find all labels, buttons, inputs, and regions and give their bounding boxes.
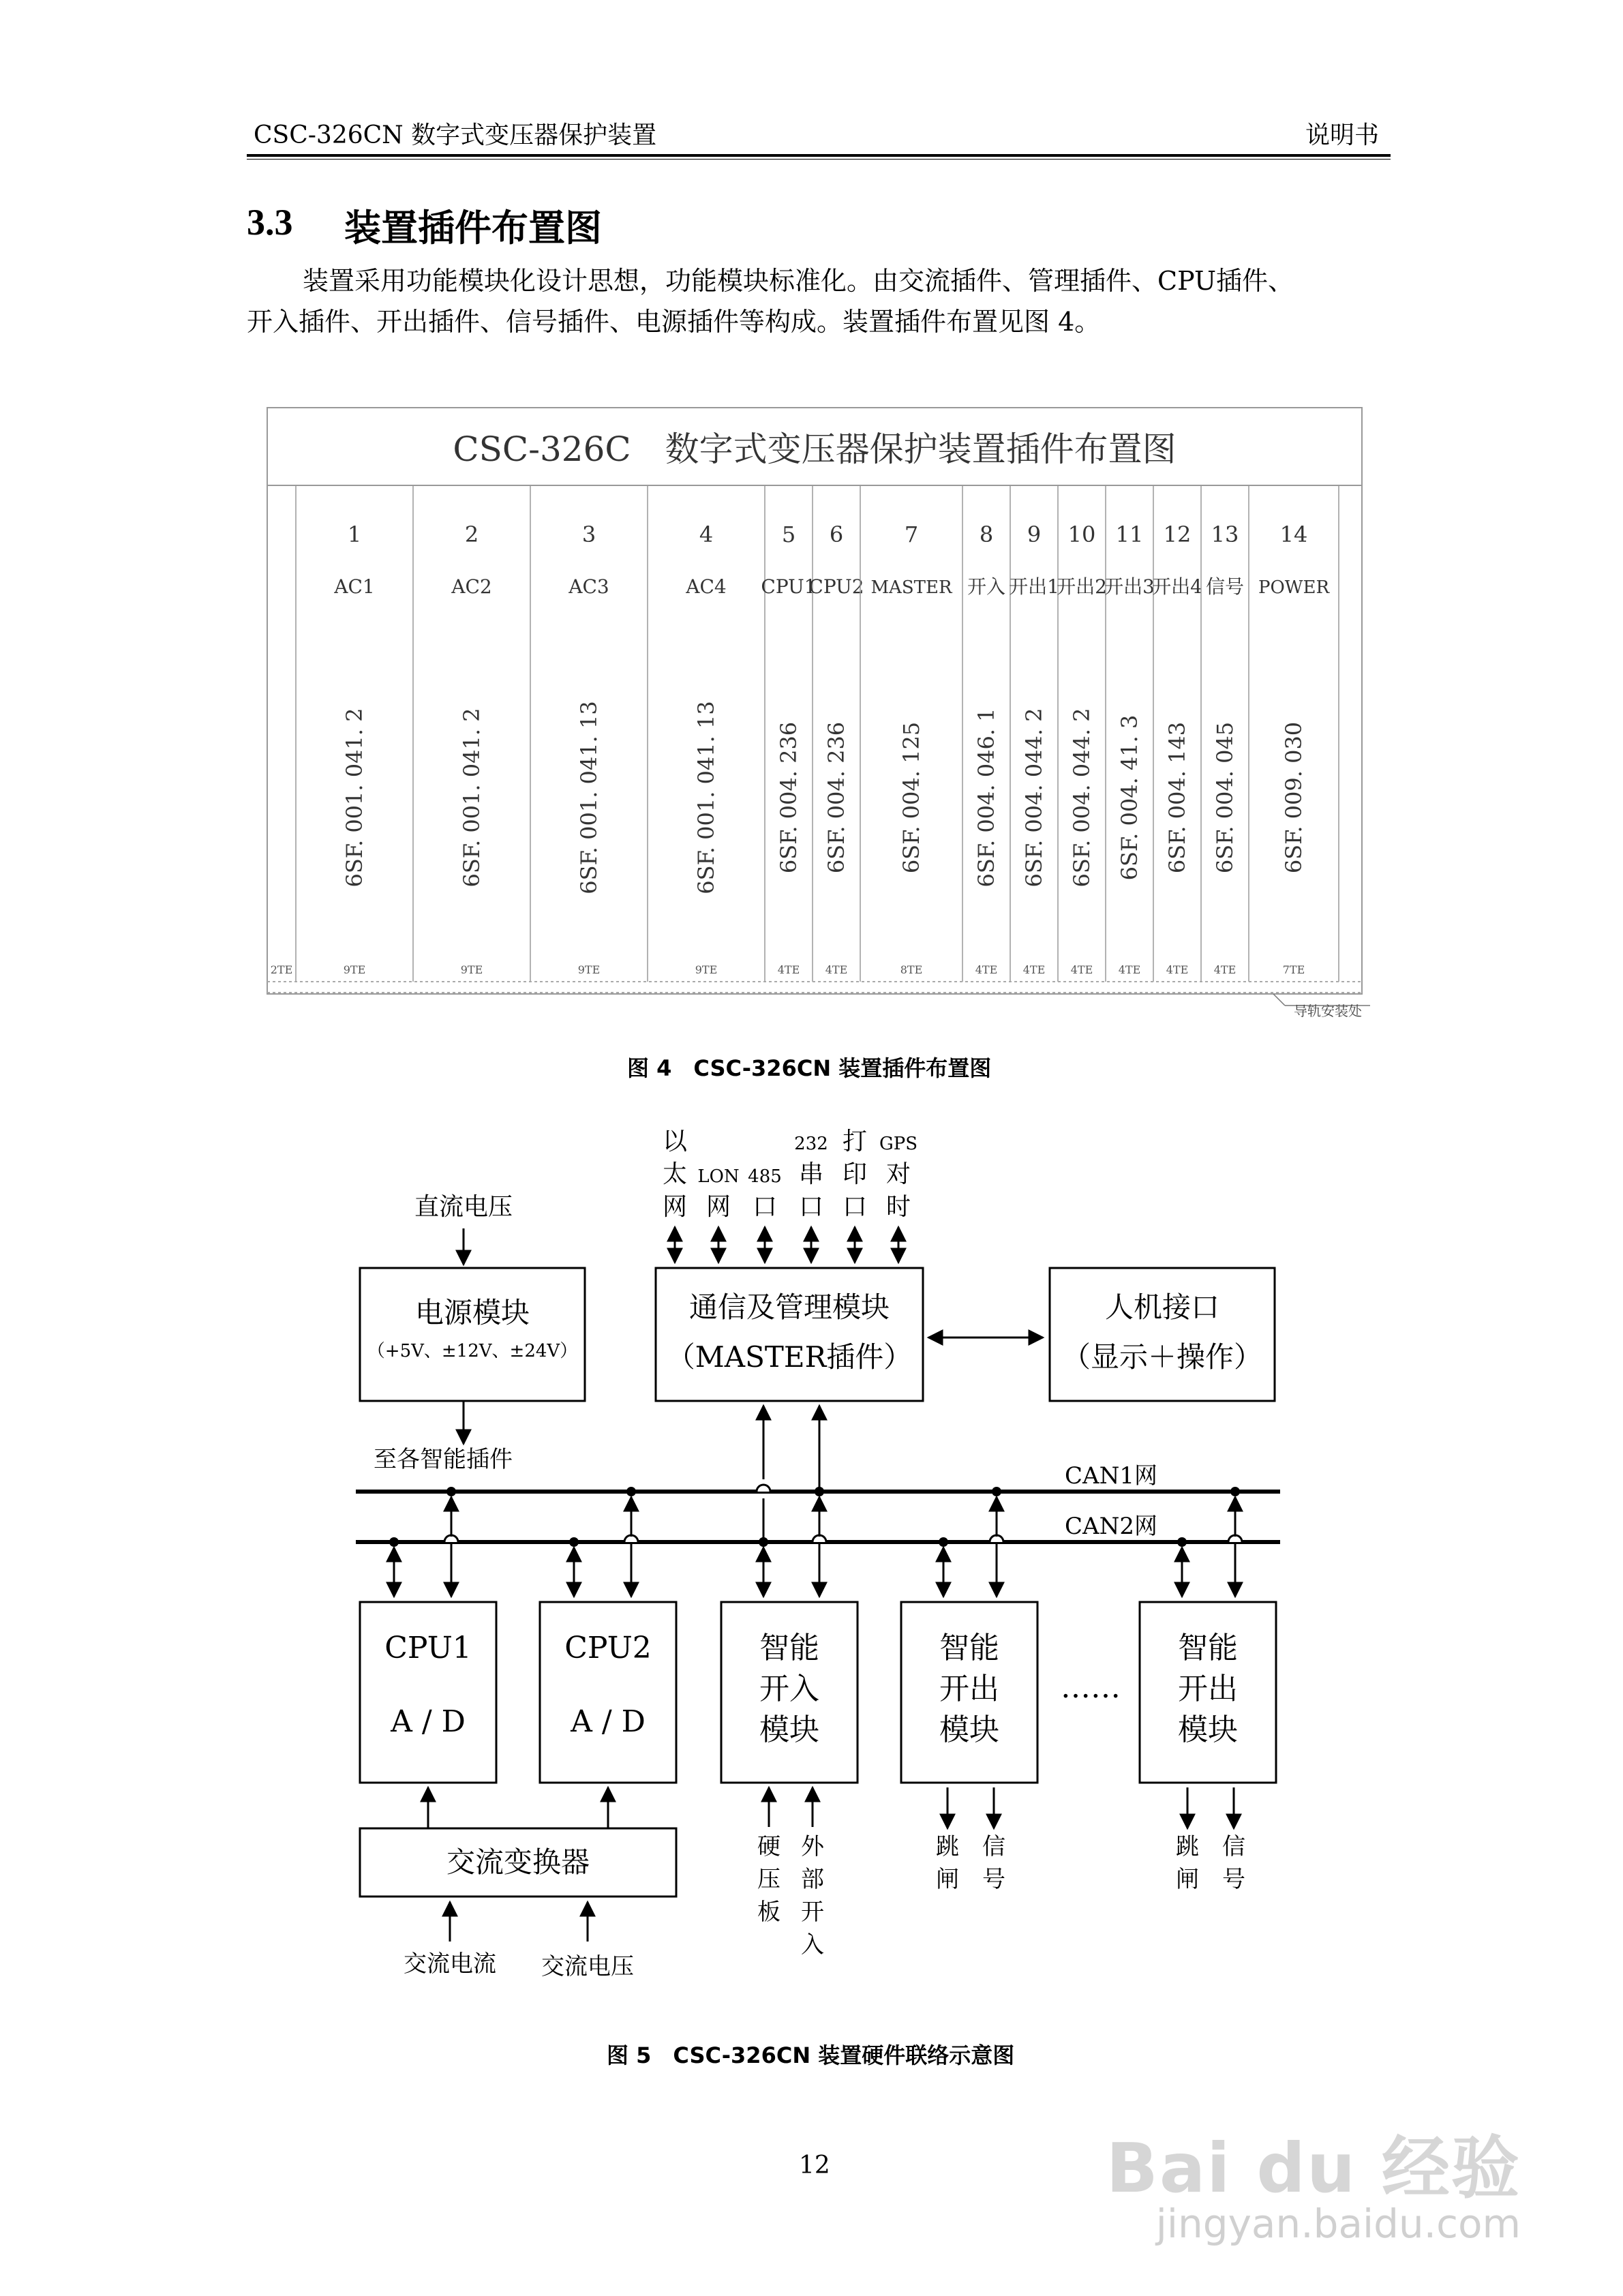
bus-node [569,1537,579,1547]
modules-ellipsis: …… [1061,1670,1121,1705]
top-input-char: 口 [842,1193,868,1221]
fig4-slot-code: 6SF. 004. 045 [1212,721,1238,874]
watermark-url: jingyan.baidu.com [1155,2201,1521,2247]
fig4-slot-code: 6SF. 001. 041. 13 [693,701,719,894]
master-module-line2: （MASTER插件） [666,1340,913,1374]
bus-node [446,1487,456,1496]
fig4-slot-name: AC4 [686,575,727,598]
fig4-slot-number: 8 [979,522,994,547]
fig4-slot-code: 6SF. 004. 236 [776,721,802,874]
trip1-char: 跳 [936,1833,959,1860]
fig4-slot-width: 4TE [1022,963,1046,976]
trip1-char: 闸 [936,1866,959,1893]
bus-node [389,1537,399,1547]
trip2-char: 闸 [1176,1866,1199,1893]
ext-input-char: 外 [801,1833,824,1860]
master-module-box [656,1268,923,1401]
hmi-box [1050,1268,1275,1401]
fig4-slot-code: 6SF. 004. 143 [1164,721,1190,874]
top-input-char: 太 [662,1160,688,1188]
power-module-sub: （+5V、±12V、±24V） [367,1341,578,1361]
section-title: 装置插件布置图 [344,207,602,250]
smart-input-l3: 模块 [759,1712,819,1747]
top-input-char: 串 [798,1160,824,1188]
smart-output-2-l2: 开出 [1178,1672,1238,1706]
bus-node [1230,1487,1240,1496]
fig4-slot-name: 开出4 [1152,575,1202,598]
hard-plate-char: 板 [757,1899,780,1926]
fig4-slot-number: 7 [904,522,919,547]
fig4-slot-code: 6SF. 004. 044. 2 [1021,708,1047,888]
fig4-slot-width: 9TE [343,963,366,976]
fig4-slot-width: 4TE [1213,963,1237,976]
fig4-slot-width: 4TE [1118,963,1141,976]
fig4-slot-code: 6SF. 004. 41. 3 [1117,714,1142,881]
smart-input-l1: 智能 [759,1631,819,1665]
fig4-slot-width: 4TE [825,963,848,976]
ac-converter-label: 交流变换器 [446,1845,590,1879]
master-link-a-hop [757,1485,770,1492]
cpu1-box [360,1602,496,1783]
top-input-char: 时 [885,1193,911,1221]
can1-label: CAN1网 [1065,1462,1157,1490]
fig4-slot-number: 3 [581,522,596,547]
top-input-char: 对 [885,1160,911,1188]
smart-output-1-l2: 开出 [939,1672,999,1706]
cpu2-box [540,1602,676,1783]
bus-node [759,1537,768,1547]
fig4-slot-name: 开出1 [1009,575,1059,598]
cpu1-line2: A / D [391,1704,466,1739]
cpu2-line2: A / D [571,1704,646,1739]
fig5-caption: 图 5 CSC-326CN 装置硬件联络示意图 [607,2042,1015,2068]
top-input-char: 口 [798,1193,824,1221]
paragraph-line-2: 开入插件、开出插件、信号插件、电源插件等构成。装置插件布置见图 4。 [247,307,1101,337]
signal2-char: 信 [1222,1833,1245,1860]
fig4-caption: 图 4 CSC-326CN 装置插件布置图 [627,1055,992,1081]
to-plugins-label: 至各智能插件 [374,1446,513,1473]
bus-node [815,1487,824,1496]
top-input-char: 口 [752,1193,778,1221]
signal2-char: 号 [1222,1866,1245,1893]
fig4-slot-width: 4TE [1070,963,1093,976]
power-module-title: 电源模块 [414,1296,530,1329]
fig4-slot-number: 2 [464,522,479,547]
fig4-slot-name: 开出3 [1104,575,1155,598]
fig4-slot-number: 9 [1027,522,1042,547]
fig4-slot-number: 12 [1163,522,1192,547]
bus-node [626,1487,636,1496]
header-doc-type: 说明书 [1305,121,1380,149]
section-number: 3.3 [247,202,293,243]
hard-plate-char: 压 [757,1866,780,1893]
top-input-char: 网 [706,1193,731,1221]
fig4-slot-code: 6SF. 009. 030 [1281,721,1307,874]
top-input-char: 以 [662,1128,688,1155]
cpu1-line1: CPU1 [384,1631,472,1665]
signal1-char: 号 [982,1866,1005,1893]
power-module-box [360,1268,585,1401]
dc-voltage-label: 直流电压 [414,1193,513,1221]
ext-input-char: 入 [801,1931,824,1959]
watermark-logo: Bai du 经验 [1106,2128,1521,2208]
page-number: 12 [799,2151,830,2179]
can2-label: CAN2网 [1065,1513,1157,1540]
hard-plate-char: 硬 [757,1833,780,1860]
fig4-slot-name: AC3 [568,575,609,598]
bus-node [1177,1537,1187,1547]
smart-output-2-l3: 模块 [1178,1712,1238,1747]
hmi-line1: 人机接口 [1104,1290,1220,1324]
ext-input-char: 开 [801,1899,824,1926]
top-input-char: 印 [842,1160,868,1188]
top-input-char: 网 [662,1193,688,1221]
top-input-char: 232 [794,1134,828,1154]
fig4-slot-width: 9TE [460,963,483,976]
master-module-line1: 通信及管理模块 [688,1290,890,1324]
fig4-slot-number: 1 [347,522,362,547]
fig4-slot-name: POWER [1258,577,1330,598]
top-input-char: 485 [748,1166,782,1187]
fig4-slot-number: 14 [1279,522,1308,547]
fig4-rail-label: 导轨安装处 [1294,1003,1362,1019]
fig4-slot-name: 开入 [967,575,1006,598]
top-input-char: 打 [842,1128,868,1155]
bus-node [992,1487,1001,1496]
fig4-slot-width: 4TE [777,963,800,976]
smart-output-2-l1: 智能 [1178,1631,1238,1665]
paragraph-line-1: 装置采用功能模块化设计思想，功能模块标准化。由交流插件、管理插件、CPU插件、 [303,266,1294,296]
fig4-slot-name: 开出2 [1057,575,1107,598]
trip2-char: 跳 [1176,1833,1199,1860]
fig4-slot-code: 6SF. 004. 044. 2 [1069,708,1095,888]
fig4-slot-width: 7TE [1282,963,1305,976]
fig4-slot-width: 9TE [695,963,718,976]
fig4-slot-name: CPU1 [761,575,817,598]
fig4-slot-number: 11 [1115,522,1144,547]
fig4-title: CSC-326C 数字式变压器保护装置插件布置图 [453,429,1177,469]
header-title: CSC-326CN 数字式变压器保护装置 [254,121,657,149]
fig4-slot-code: 6SF. 001. 041. 13 [576,701,602,894]
fig4-slot-number: 6 [829,522,844,547]
signal1-char: 信 [982,1833,1005,1860]
ac-voltage-label: 交流电压 [541,1953,634,1980]
bus-node [939,1537,948,1547]
fig4-slot-name: MASTER [870,577,952,598]
fig4-slot-code: 6SF. 004. 125 [898,721,924,874]
fig4-slot-width: 4TE [975,963,998,976]
top-input-char: LON [697,1166,740,1187]
fig4-slot-width: 9TE [577,963,601,976]
ext-input-char: 部 [801,1866,824,1893]
fig4-slot-name: AC2 [451,575,492,598]
fig4-slot-code: 6SF. 001. 041. 2 [459,708,485,888]
fig4-slot-number: 4 [699,522,714,547]
ac-current-label: 交流电流 [404,1950,496,1978]
fig4-slot0-width: 2TE [270,963,293,976]
fig4-slot-code: 6SF. 004. 236 [823,721,849,874]
fig4-slot-name: CPU2 [808,575,864,598]
fig4-slot-name: AC1 [334,575,375,598]
fig4-slot-number: 5 [781,522,796,547]
smart-output-1-l1: 智能 [939,1631,999,1665]
fig4-slot-width: 4TE [1166,963,1189,976]
fig4-slot-name: 信号 [1205,575,1245,598]
fig4-slot-code: 6SF. 001. 041. 2 [342,708,367,888]
fig4-slot-width: 8TE [900,963,923,976]
smart-input-l2: 开入 [759,1672,819,1706]
top-input-char: GPS [879,1134,918,1154]
fig4-slot-code: 6SF. 004. 046. 1 [973,708,999,888]
smart-output-1-l3: 模块 [939,1712,999,1747]
fig4-slot-number: 13 [1211,522,1239,547]
cpu2-line1: CPU2 [564,1631,652,1665]
fig4-slot-number: 10 [1067,522,1096,547]
hmi-line2: （显示＋操作） [1061,1340,1263,1374]
